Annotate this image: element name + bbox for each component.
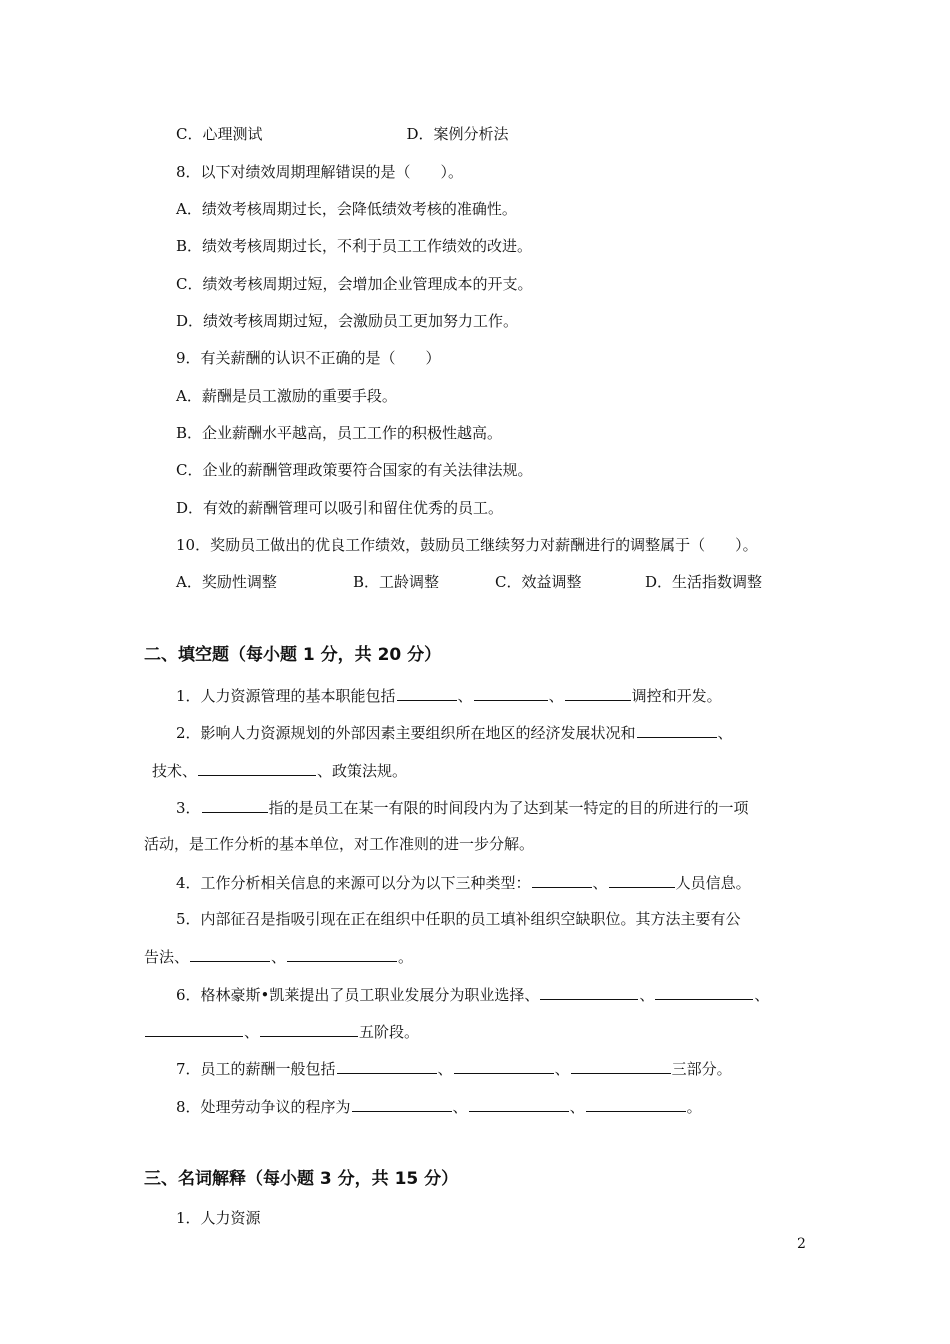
- q10-option-d: D．生活指数调整: [645, 573, 763, 591]
- answer-blank[interactable]: [540, 984, 638, 1000]
- answer-blank[interactable]: [586, 1096, 686, 1112]
- fill-q1: [176, 685, 722, 706]
- answer-blank[interactable]: [190, 946, 270, 962]
- separator: 、: [244, 1023, 260, 1041]
- fill-q1-tail: 调控和开发。: [631, 687, 722, 705]
- fill-q6-text: 6．格林豪斯•凯莱提出了员工职业发展分为职业选择、: [176, 986, 540, 1004]
- fill-q2-text-b: 技术、: [152, 762, 198, 780]
- separator: 、: [452, 1098, 468, 1116]
- term-q1: 1．人力资源: [176, 1209, 261, 1227]
- q7-options-cd: [176, 124, 509, 144]
- answer-blank[interactable]: [337, 1058, 437, 1074]
- fill-q3-number: 3．: [176, 799, 201, 817]
- fill-q7-tail: 三部分。: [671, 1060, 732, 1078]
- q9-option-c: C．企业的薪酬管理政策要符合国家的有关法律法规。: [176, 461, 533, 479]
- answer-blank[interactable]: [571, 1058, 671, 1074]
- answer-blank[interactable]: [474, 685, 548, 701]
- fill-q3-text: 指的是员工在某一有限的时间段内为了达到某一特定的目的所进行的一项: [268, 799, 749, 817]
- q10-options: [176, 572, 762, 592]
- q8-option-b: B．绩效考核周期过长，不利于员工工作绩效的改进。: [176, 237, 533, 255]
- fill-q5-line1: 5．内部征召是指吸引现在正在组织中任职的员工填补组织空缺职位。其方法主要有公: [176, 910, 741, 928]
- fill-q2-line2: [152, 760, 407, 781]
- q7-option-d: D．案例分析法: [406, 125, 509, 143]
- fill-q8-tail: 。: [686, 1098, 702, 1116]
- answer-blank[interactable]: [565, 685, 631, 701]
- fill-q2-text: 2．影响人力资源规划的外部因素主要组织所在地区的经济发展状况和: [176, 724, 636, 742]
- answer-blank[interactable]: [637, 722, 717, 738]
- answer-blank[interactable]: [469, 1096, 569, 1112]
- page-number: 2: [797, 1236, 806, 1252]
- answer-blank[interactable]: [532, 872, 592, 888]
- fill-q4-tail: 人员信息。: [675, 874, 751, 892]
- q10-option-a: A．奖励性调整: [176, 573, 277, 591]
- answer-blank[interactable]: [287, 946, 397, 962]
- fill-q1-text: 1．人力资源管理的基本职能包括: [176, 687, 396, 705]
- q9-option-a: A．薪酬是员工激励的重要手段。: [176, 387, 397, 405]
- fill-q5-tail: 。: [398, 948, 414, 966]
- separator: 、: [271, 948, 287, 966]
- fill-q5-text-b: 告法、: [144, 948, 190, 966]
- fill-section-heading: 二、填空题（每小题 1 分，共 20 分）: [144, 645, 442, 665]
- fill-q5-line2: [144, 946, 413, 967]
- fill-q6-line2: [144, 1021, 419, 1042]
- separator: 、: [639, 986, 655, 1004]
- fill-q8: [176, 1096, 702, 1117]
- fill-q2-line1: [176, 722, 733, 743]
- fill-q2-tail: 、政策法规。: [317, 762, 408, 780]
- fill-q7-text: 7．员工的薪酬一般包括: [176, 1060, 336, 1078]
- fill-q6-tail: 五阶段。: [359, 1023, 420, 1041]
- separator: 、: [457, 687, 473, 705]
- q9-option-b: B．企业薪酬水平越高，员工工作的积极性越高。: [176, 424, 503, 442]
- fill-q3-line1: [176, 797, 749, 818]
- answer-blank[interactable]: [352, 1096, 452, 1112]
- q9-option-d: D．有效的薪酬管理可以吸引和留住优秀的员工。: [176, 499, 504, 517]
- separator: 、: [437, 1060, 453, 1078]
- fill-q6-line1: [176, 984, 769, 1005]
- separator: 、: [569, 1098, 585, 1116]
- fill-q4: [176, 872, 751, 893]
- q10-option-b: B．工龄调整: [353, 573, 440, 591]
- answer-blank[interactable]: [397, 685, 457, 701]
- q8-stem: 8．以下对绩效周期理解错误的是（ ）。: [176, 163, 464, 181]
- q10-option-c: C．效益调整: [495, 573, 582, 591]
- fill-q7: [176, 1058, 732, 1079]
- separator: 、: [717, 724, 733, 742]
- separator: 、: [754, 986, 770, 1004]
- q10-stem: 10．奖励员工做出的优良工作绩效，鼓励员工继续努力对薪酬进行的调整属于（ ）。: [176, 536, 758, 554]
- fill-q8-text: 8．处理劳动争议的程序为: [176, 1098, 351, 1116]
- separator: 、: [548, 687, 564, 705]
- q9-stem: 9．有关薪酬的认识不正确的是（ ）: [176, 349, 441, 367]
- separator: 、: [554, 1060, 570, 1078]
- answer-blank[interactable]: [454, 1058, 554, 1074]
- fill-q3-line2: 活动，是工作分析的基本单位，对工作准则的进一步分解。: [144, 835, 535, 853]
- q7-option-c: C．心理测试: [176, 125, 263, 143]
- q8-option-c: C．绩效考核周期过短，会增加企业管理成本的开支。: [176, 275, 533, 293]
- answer-blank[interactable]: [145, 1021, 243, 1037]
- answer-blank[interactable]: [609, 872, 675, 888]
- q8-option-a: A．绩效考核周期过长，会降低绩效考核的准确性。: [176, 200, 517, 218]
- q8-option-d: D．绩效考核周期过短，会激励员工更加努力工作。: [176, 312, 519, 330]
- term-section-heading: 三、名词解释（每小题 3 分，共 15 分）: [144, 1169, 459, 1189]
- fill-q4-text: 4．工作分析相关信息的来源可以分为以下三种类型：: [176, 874, 531, 892]
- answer-blank[interactable]: [260, 1021, 358, 1037]
- separator: 、: [592, 874, 608, 892]
- answer-blank[interactable]: [655, 984, 753, 1000]
- answer-blank[interactable]: [198, 760, 316, 776]
- answer-blank[interactable]: [202, 797, 268, 813]
